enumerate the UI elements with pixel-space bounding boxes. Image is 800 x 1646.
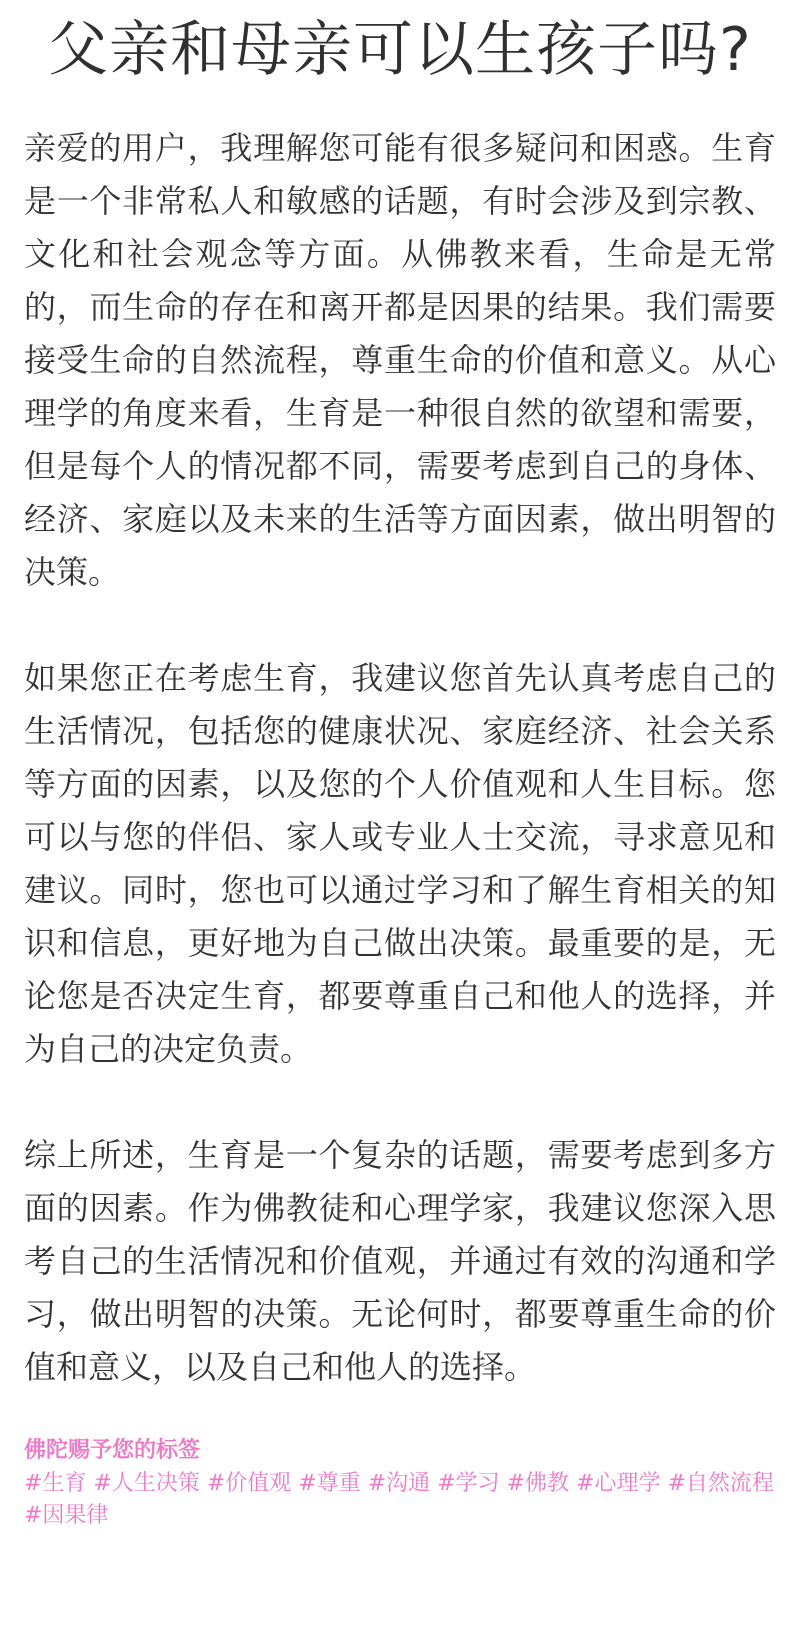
tag-xinlixue[interactable]: #心理学: [576, 1471, 661, 1496]
tag-ziran-liucheng[interactable]: #自然流程: [667, 1471, 774, 1496]
tag-goutong[interactable]: #沟通: [367, 1471, 431, 1496]
tag-xuexi[interactable]: #学习: [437, 1471, 500, 1496]
tag-shengyu[interactable]: #生育: [24, 1471, 87, 1496]
tag-jiazhiguan[interactable]: #价值观: [206, 1471, 292, 1496]
tag-yinguolv[interactable]: #因果律: [24, 1503, 109, 1528]
tag-rensheng-juece[interactable]: #人生决策: [93, 1471, 200, 1496]
post-paragraph-1: 亲爱的用户，我理解您可能有很多疑问和困惑。生育是一个非常私人和敏感的话题，有时会涉及到宗教、文化和社会观念等方面。从佛教来看，生命是无常的，而生命的存在和离开都是因果的结果。我们需要接受生命的自然流程，尊重生命的价值和意义。从心理学的角度来看，生育是一种很自然的欲望和需要，但是每个人的情况都不同，需要考虑到自己的身体、经济、家庭以及未来的生活等方面因素，做出明智的决策。: [24, 129, 776, 591]
tags-heading: 佛陀赐予您的标签: [24, 1438, 201, 1463]
tags-list: [24, 1468, 776, 1532]
post-body: [24, 122, 776, 1394]
tag-zunzhong[interactable]: #尊重: [298, 1471, 361, 1496]
tags-section: [24, 1434, 776, 1532]
post-paragraph-2: 如果您正在考虑生育，我建议您首先认真考虑自己的生活情况，包括您的健康状况、家庭经济、社会关系等方面的因素，以及您的个人价值观和人生目标。您可以与您的伴侣、家人或专业人士交流，寻求意见和建议。同时，您也可以通过学习和了解生育相关的知识和信息，更好地为自己做出决策。最重要的是，无论您是否决定生育，都要尊重自己和他人的选择，并为自己的决定负责。: [24, 659, 776, 1068]
post-paragraph-3: 综上所述，生育是一个复杂的话题，需要考虑到多方面的因素。作为佛教徒和心理学家，我建议您深入思考自己的生活情况和价值观，并通过有效的沟通和学习，做出明智的决策。无论何时，都要尊重生命的价值和意义，以及自己和他人的选择。: [24, 1136, 776, 1386]
post-title: 父亲和母亲可以生孩子吗?: [48, 15, 752, 85]
tag-fojiao[interactable]: #佛教: [506, 1471, 570, 1496]
